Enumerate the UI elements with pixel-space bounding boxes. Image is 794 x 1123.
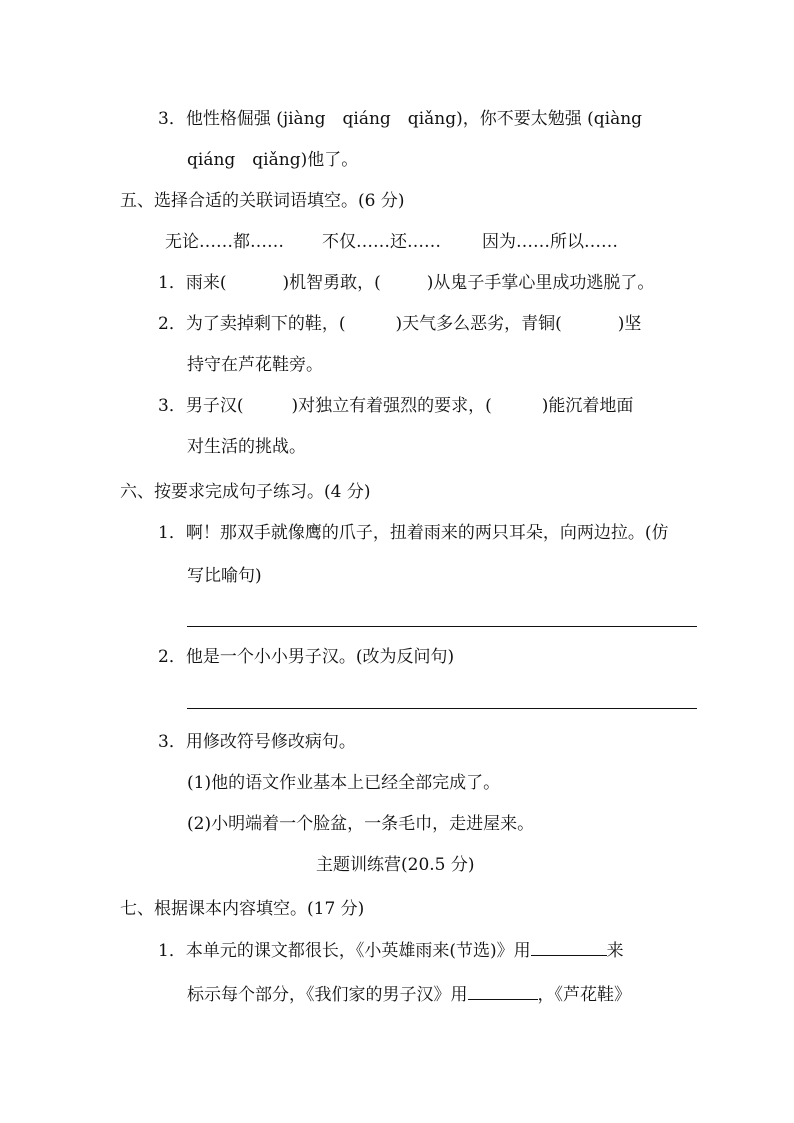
q6-item3-sub2: (2)小明端着一个脸盆，一条毛巾，走进屋来。 <box>187 814 535 834</box>
q4-item3-line2: qiáng qiǎng)他了。 <box>187 150 359 170</box>
q6-item1-line1: 1．啊！那双手就像鹰的爪子，扭着雨来的两只耳朵，向两边拉。(仿 <box>158 523 669 543</box>
q6-item1-line2: 写比喻句) <box>187 566 262 586</box>
q6-item2: 2．他是一个小小男子汉。(改为反问句) <box>158 647 455 667</box>
q5-title: 五、选择合适的关联词语填空。(6 分) <box>120 191 405 211</box>
q5-option-2: 不仅……还…… <box>322 232 441 252</box>
q7-title: 七、根据课本内容填空。(17 分) <box>120 899 365 919</box>
q7-item1-line1: 1．本单元的课文都很长，《小英雄雨来(节选)》用 来 <box>158 941 624 961</box>
q5-item2-line2: 持守在芦花鞋旁。 <box>187 355 323 375</box>
q5-item1: 1．雨来( )机智勇敢，( )从鬼子手掌心里成功逃脱了。 <box>158 273 655 293</box>
q6-item2-answer-line[interactable] <box>187 708 697 709</box>
q5-option-3: 因为……所以…… <box>482 232 618 252</box>
q7-item1-blank2[interactable] <box>468 983 538 1000</box>
q6-item3: 3．用修改符号修改病句。 <box>158 732 356 752</box>
q7-item1-blank1[interactable] <box>531 939 607 956</box>
q5-option-1: 无论……都…… <box>165 232 284 252</box>
q4-item3-line1: 3．他性格倔强 (jiàng qiáng qiǎng)，你不要太勉强 (qiàng <box>158 109 643 129</box>
q6-item3-sub1: (1)他的语文作业基本上已经全部完成了。 <box>187 773 501 793</box>
section-heading: 主题训练营(20.5 分) <box>316 855 475 875</box>
q5-item3-line2: 对生活的挑战。 <box>187 437 306 457</box>
q5-item3-line1: 3．男子汉( )对独立有着强烈的要求，( )能沉着地面 <box>158 396 634 416</box>
q7-item1-line2: 标示每个部分，《我们家的男子汉》用 ，《芦花鞋》 <box>187 985 631 1005</box>
q5-item2-line1: 2．为了卖掉剩下的鞋，( )天气多么恶劣，青铜( )坚 <box>158 314 642 334</box>
q6-title: 六、按要求完成句子练习。(4 分) <box>120 482 371 502</box>
q6-item1-answer-line[interactable] <box>187 626 697 627</box>
